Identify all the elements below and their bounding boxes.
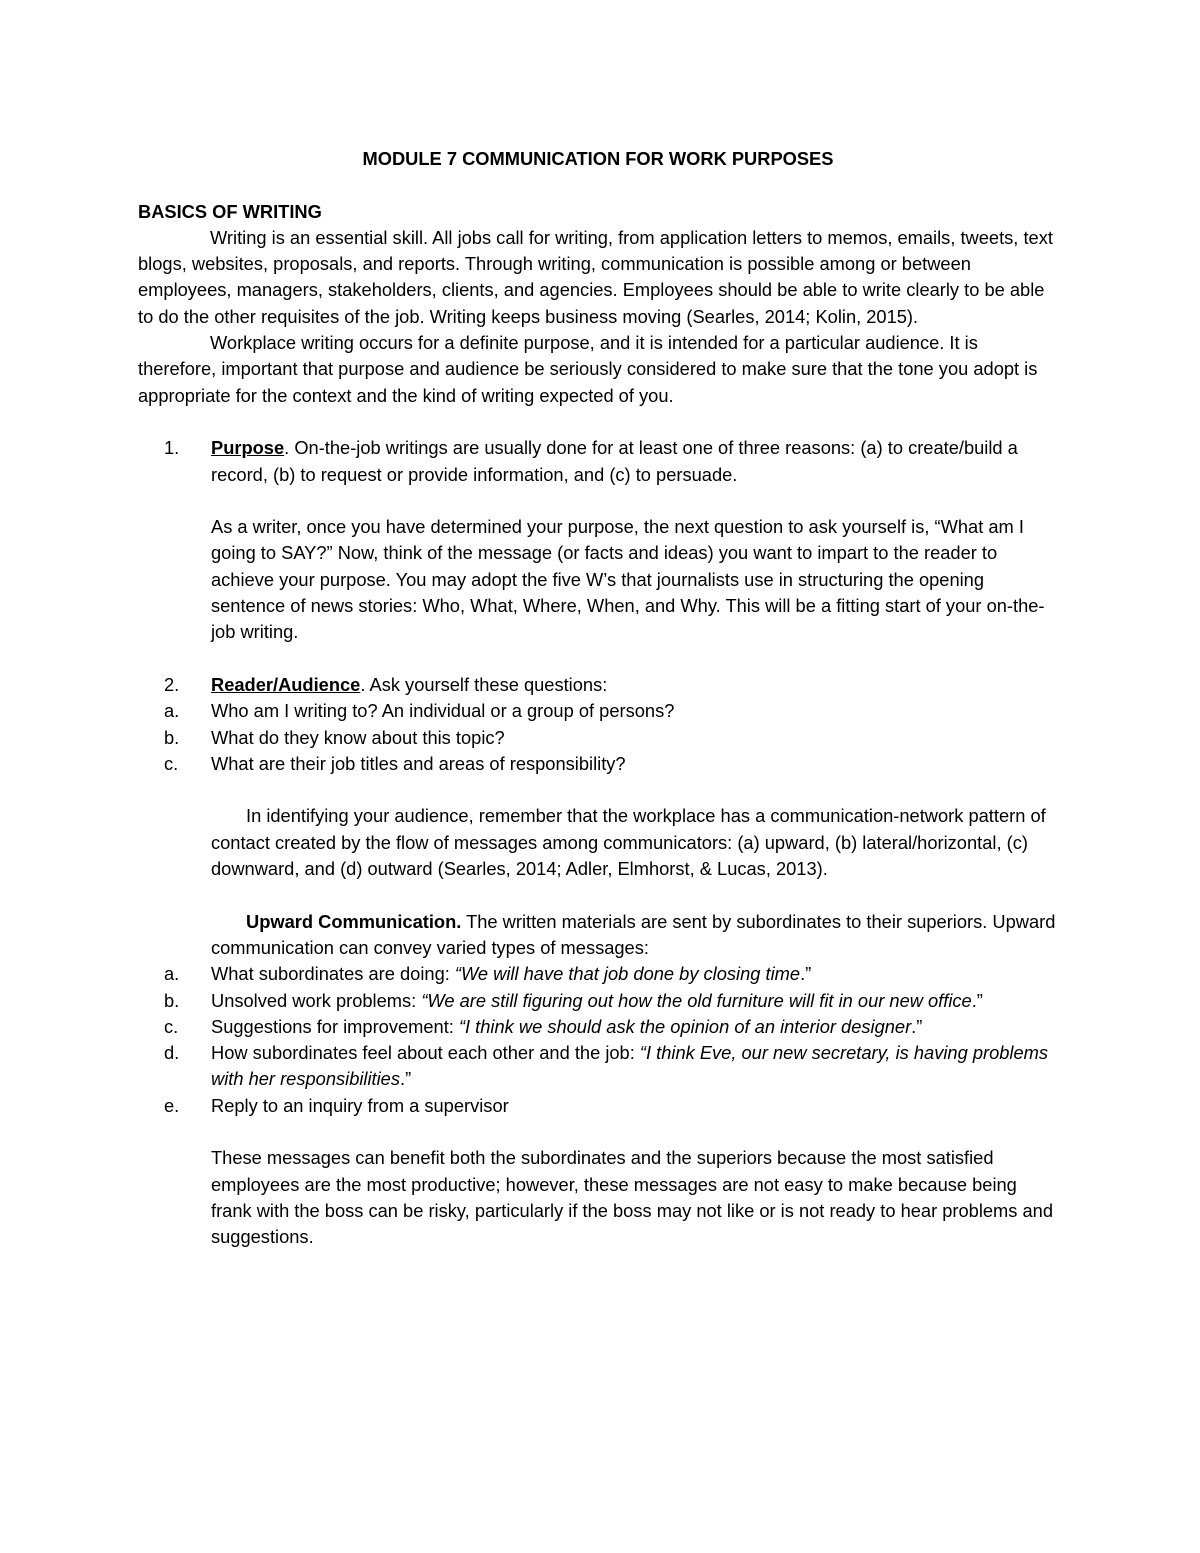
spacer [138,488,1058,514]
question-text: What are their job titles and areas of responsibility? [211,752,626,774]
document-body [138,146,1058,1250]
item-label-audience: Reader/Audience [211,673,361,695]
upward-item-lead: How subordinates feel about each other and the job: [211,1042,640,1064]
list-letter: a. [164,963,180,985]
list-number: 2. [164,673,180,695]
list-letter: d. [164,1042,180,1064]
upward-item-lead: Unsolved work problems: [211,989,422,1011]
list-letter: c. [164,1015,179,1037]
upward-item [138,988,1058,1014]
network-paragraph: In identifying your audience, remember that the workplace has a communication-network pattern of contact created by the flow of messages among communicators: (a) upward, (b) lateral/horizontal, (c) downward, and (d) outward (Searles, 2014; Adler, Elmhorst, & Lucas, 2013). [211,805,1046,880]
question-text: What do they know about this topic? [211,726,505,748]
section-heading: BASICS OF WRITING [138,200,322,222]
spacer [138,882,1058,908]
upward-item-quote: “I think we should ask the opinion of an interior designer [458,1015,912,1037]
upward-item-tail: .” [800,963,812,985]
upward-item [138,1040,1058,1093]
upward-item-lead: What subordinates are doing: [211,963,455,985]
upward-item [138,1014,1058,1040]
question-text: Who am I writing to? An individual or a group of persons? [211,700,675,722]
purpose-followup-paragraph: As a writer, once you have determined your purpose, the next question to ask yourself is, “What am I going to SAY?” Now, think of the message (or facts and ideas) you want to impart to the reader to achieve your purpose. You may adopt the five W’s that journalists use in structuring the opening sentence of news stories: Who, What, Where, When, and Why. This will be a fitting start of your on-the-job writing. [211,516,1045,643]
upward-label: Upward Communication. [246,910,462,932]
list-item-purpose [138,435,1058,488]
list-number: 1. [164,437,180,459]
question-item [138,725,1058,751]
upward-item-tail: .” [400,1068,412,1090]
upward-item-tail: .” [911,1015,923,1037]
item-text: . Ask yourself these questions: [360,673,608,695]
upward-item [138,961,1058,987]
question-item [138,751,1058,777]
upward-item-quote: “We will have that job done by closing time [454,963,801,985]
spacer [138,777,1058,803]
upward-text: The written materials are sent by subordinates to their superiors. Upward communication can convey varied types of messages: [211,910,1056,958]
closing-paragraph: These messages can benefit both the subordinates and the superiors because the most satisfied employees are the most productive; however, these messages are not easy to make because being frank with the boss can be risky, particularly if the boss may not like or is not ready to hear problems and suggestions. [211,1147,1054,1248]
page-title: MODULE 7 COMMUNICATION FOR WORK PURPOSES [362,148,834,169]
upward-item-lead: Reply to an inquiry from a supervisor [211,1094,509,1116]
list-letter: c. [164,752,179,774]
list-letter: b. [164,726,180,748]
list-letter: b. [164,989,180,1011]
list-letter: e. [164,1094,180,1116]
list-letter: a. [164,700,180,722]
intro-paragraph: Writing is an essential skill. All jobs call for writing, from application letters to memos, emails, tweets, text blogs, websites, proposals, and reports. Through writing, communication is possible among or between employees, managers, stakeholders, clients, and agencies. Employees should be able to write clearly to be able to do the other requisites of the job. Writing keeps business moving (Searles, 2014; Kolin, 2015). [138,226,1053,327]
upward-paragraph [138,909,1058,962]
spacer [138,1119,1058,1145]
spacer [138,409,1058,435]
question-item [138,698,1058,724]
upward-item-tail: .” [971,989,983,1011]
upward-item [138,1093,1058,1119]
list-item-audience [138,672,1058,698]
intro-paragraph: Workplace writing occurs for a definite purpose, and it is intended for a particular audience. It is therefore, important that purpose and audience be seriously considered to make sure that the tone you adopt is appropriate for the context and the kind of writing expected of you. [138,332,1038,406]
upward-item-quote: “I think Eve, our new secretary, is having problems with her responsibilities [211,1042,1049,1090]
upward-item-lead: Suggestions for improvement: [211,1015,459,1037]
upward-item-quote: “We are still figuring out how the old furniture will fit in our new office [421,989,972,1011]
item-label-purpose: Purpose [211,437,285,459]
spacer [138,646,1058,672]
item-text: . On-the-job writings are usually done for at least one of three reasons: (a) to create/build a record, (b) to request or provide information, and (c) to persuade. [211,437,1018,485]
